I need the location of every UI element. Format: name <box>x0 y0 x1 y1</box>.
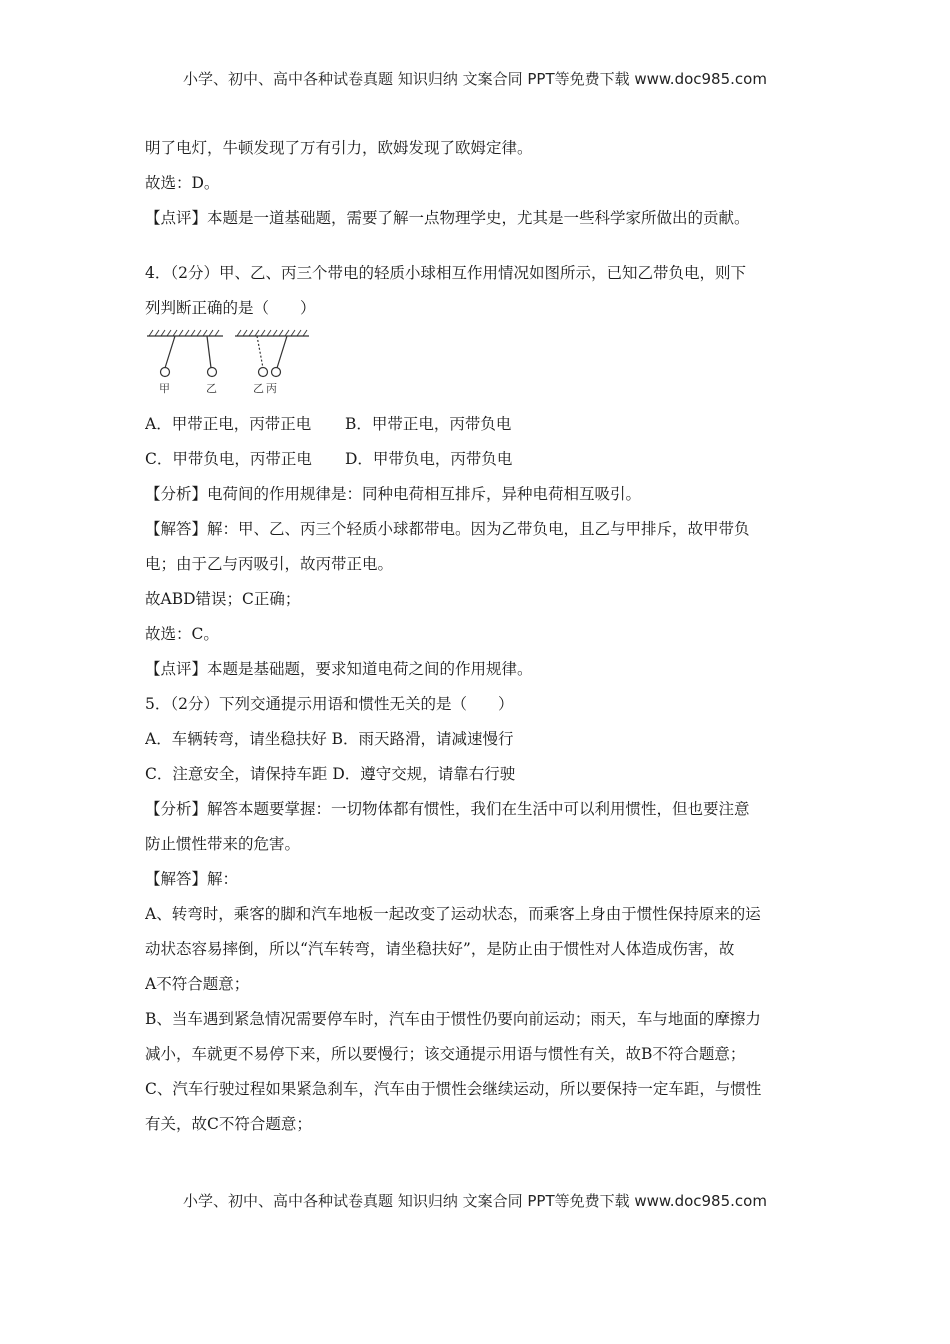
q5-solution-c-line-2: 有关，故C不符合题意； <box>145 1115 312 1133</box>
page-header: 小学、初中、高中各种试卷真题 知识归纳 文案合同 PPT等免费下载 www.doc985.com <box>183 70 767 88</box>
label-yi-2: 乙 <box>253 382 264 395</box>
q5-options-row-2 <box>145 764 807 799</box>
q5-solution-b-line-2: 减小，车就更不易停下来，所以要慢行；该交通提示用语与惯性有关，故B不符合题意； <box>145 1045 746 1063</box>
q4-analysis: 【分析】电荷间的作用规律是：同种电荷相互排斥，异种电荷相互吸引。 <box>145 485 642 503</box>
q4-options-row-2 <box>145 449 807 484</box>
q4-option-d: D．甲带负电，丙带负电 <box>345 450 513 468</box>
document-body <box>145 138 807 1149</box>
q4-option-b: B．甲带正电，丙带负电 <box>345 415 512 433</box>
q4-charged-balls-figure <box>145 328 325 400</box>
prev-comment: 【点评】本题是一道基础题，需要了解一点物理学史，尤其是一些科学家所做出的贡献。 <box>145 209 750 227</box>
prev-answer: 故选：D。 <box>145 174 220 192</box>
q4-solution-line-1: 【解答】解：甲、乙、丙三个轻质小球都带电。因为乙带负电，且乙与甲排斥，故甲带负 <box>145 520 750 538</box>
pendulum-diagram <box>145 328 325 400</box>
q5-option-b: B．雨天路滑，请减速慢行 <box>331 730 514 748</box>
q5-analysis-line-1: 【分析】解答本题要掌握：一切物体都有惯性，我们在生活中可以利用惯性，但也要注意 <box>145 800 750 818</box>
q5-solution-a-line-2: 动状态容易摔倒，所以“汽车转弯，请坐稳扶好”，是防止由于惯性对人体造成伤害，故 <box>145 940 735 958</box>
q5-options-row-1 <box>145 729 807 764</box>
thread-a <box>165 336 175 368</box>
q5-solution-head: 【解答】解： <box>145 870 239 888</box>
q4-option-c: C．甲带负电，丙带正电 <box>145 450 312 468</box>
ball-yi-2 <box>259 368 268 377</box>
page-footer: 小学、初中、高中各种试卷真题 知识归纳 文案合同 PPT等免费下载 www.doc985.com <box>183 1192 767 1210</box>
label-bing: 丙 <box>266 382 277 395</box>
q4-stem-line-2: 列判断正确的是（ ） <box>145 299 316 317</box>
q5-option-c: C．注意安全，请保持车距 <box>145 765 328 783</box>
q5-stem: 5．（2分）下列交通提示用语和惯性无关的是（ ） <box>145 695 514 713</box>
thread-d <box>277 336 287 368</box>
q5-solution-c-line-1: C、汽车行驶过程如果紧急刹车，汽车由于惯性会继续运动，所以要保持一定车距，与惯性 <box>145 1080 762 1098</box>
q5-option-d: D．遵守交规，请靠右行驶 <box>332 765 516 783</box>
q4-options-row-1 <box>145 414 807 449</box>
q4-solution-line-3: 故ABD错误；C正确； <box>145 590 301 608</box>
q4-solution-line-2: 电；由于乙与丙吸引，故丙带正电。 <box>145 555 394 573</box>
q5-solution-b-line-1: B、当车遇到紧急情况需要停车时，汽车由于惯性仍要向前运动；雨天，车与地面的摩擦力 <box>145 1010 761 1028</box>
q5-option-a: A．车辆转弯，请坐稳扶好 <box>145 730 327 748</box>
label-yi: 乙 <box>206 382 217 395</box>
q5-analysis-line-2: 防止惯性带来的危害。 <box>145 835 301 853</box>
q4-comment: 【点评】本题是基础题，要求知道电荷之间的作用规律。 <box>145 660 533 678</box>
q4-stem-line-1: 4．（2分）甲、乙、丙三个带电的轻质小球相互作用情况如图所示，已知乙带负电，则下 <box>145 264 746 282</box>
q4-answer: 故选：C。 <box>145 625 219 643</box>
ball-bing <box>272 368 281 377</box>
q5-solution-a-line-1: A、转弯时，乘客的脚和汽车地板一起改变了运动状态，而乘客上身由于惯性保持原来的运 <box>145 905 761 923</box>
ball-yi <box>208 368 217 377</box>
thread-b <box>207 336 211 368</box>
prev-explanation-line: 明了电灯，牛顿发现了万有引力，欧姆发现了欧姆定律。 <box>145 139 533 157</box>
q4-option-a: A．甲带正电，丙带正电 <box>145 415 312 433</box>
thread-c <box>257 336 263 368</box>
label-jia: 甲 <box>159 382 170 395</box>
q5-solution-a-line-3: A不符合题意； <box>145 975 250 993</box>
ball-jia <box>161 368 170 377</box>
